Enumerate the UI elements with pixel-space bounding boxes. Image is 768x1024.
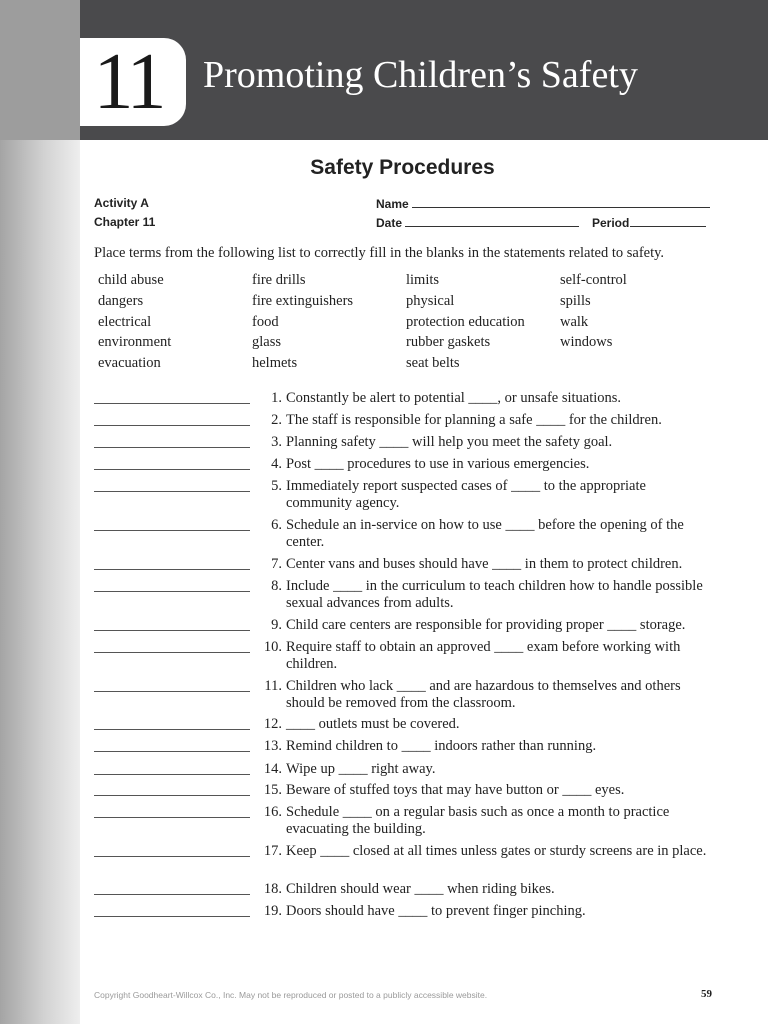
question-text: Children should wear ____ when riding bikes.: [286, 881, 555, 897]
question-number: 2.: [271, 412, 282, 428]
question-number: 12.: [263, 716, 282, 732]
left-margin-bar: [0, 0, 80, 1024]
question-text: Schedule ____ on a regular basis such as once a month to practice evacuating the building.: [286, 804, 670, 837]
term-item: glass: [252, 334, 281, 351]
term-item: helmets: [252, 355, 298, 372]
answer-blank[interactable]: [94, 556, 250, 570]
question-text: Require staff to obtain an approved ____ exam before working with children.: [286, 639, 681, 672]
term-item: fire extinguishers: [252, 292, 354, 309]
instructions: Place terms from the following list to correctly fill in the blanks in the statements related to safety.: [94, 245, 665, 261]
question-number: 7.: [271, 556, 282, 572]
answer-blank[interactable]: [94, 738, 250, 752]
answer-blank[interactable]: [94, 639, 250, 653]
question-number: 8.: [271, 578, 282, 594]
question-text: Include ____ in the curriculum to teach children how to handle possible sexual advances from adults.: [286, 578, 703, 611]
question-text: The staff is responsible for planning a safe ____ for the children.: [286, 412, 662, 428]
period-label: Period: [592, 216, 630, 230]
term-item: dangers: [98, 292, 144, 309]
question-number: 14.: [263, 761, 282, 777]
answer-blank[interactable]: [94, 903, 250, 917]
question-text: Child care centers are responsible for providing proper ____ storage.: [286, 617, 686, 633]
name-label: Name: [376, 197, 409, 211]
answer-blank[interactable]: [94, 804, 250, 818]
chapter-label: Chapter 11: [94, 215, 156, 229]
term-item: spills: [560, 292, 591, 309]
question-text: Wipe up ____ right away.: [286, 761, 436, 777]
name-field[interactable]: [376, 196, 710, 211]
answer-blank[interactable]: [94, 761, 250, 775]
answer-blank[interactable]: [94, 617, 250, 631]
term-item: windows: [560, 334, 613, 351]
term-item: food: [252, 313, 279, 330]
term-list: [98, 272, 718, 376]
activity-title: Safety Procedures: [310, 156, 495, 179]
answer-blank[interactable]: [94, 517, 250, 531]
term-item: child abuse: [98, 272, 164, 288]
question-text: Doors should have ____ to prevent finger pinching.: [286, 903, 586, 919]
date-label: Date: [376, 216, 403, 230]
answer-blank[interactable]: [94, 716, 250, 730]
answer-blank[interactable]: [94, 678, 250, 692]
answer-blank[interactable]: [94, 578, 250, 592]
question-number: 17.: [263, 843, 282, 859]
answer-blank[interactable]: [94, 412, 250, 426]
question-number: 1.: [271, 390, 282, 406]
question-number: 16.: [263, 804, 282, 820]
term-item: physical: [406, 292, 455, 309]
question-text: Center vans and buses should have ____ in them to protect children.: [286, 556, 683, 572]
term-item: protection education: [406, 313, 525, 330]
question-number: 18.: [263, 881, 282, 897]
answer-blank[interactable]: [94, 434, 250, 448]
question-number: 6.: [271, 517, 282, 533]
chapter-number-box: [80, 38, 186, 126]
question-text: Keep ____ closed at all times unless gates or sturdy screens are in place.: [286, 843, 707, 859]
term-item: seat belts: [406, 355, 460, 372]
question-number: 13.: [263, 738, 282, 754]
question-number: 3.: [271, 434, 282, 450]
question-text: ____ outlets must be covered.: [286, 716, 460, 732]
term-item: rubber gaskets: [406, 334, 491, 351]
question-text: Children who lack ____ and are hazardous to themselves and others should be removed from the classroom.: [286, 678, 681, 711]
question-text: Post ____ procedures to use in various emergencies.: [286, 456, 590, 472]
term-item: environment: [98, 334, 172, 351]
term-item: limits: [406, 272, 440, 288]
question-number: 4.: [271, 456, 282, 472]
question-number: 9.: [271, 617, 282, 633]
question-text: Planning safety ____ will help you meet the safety goal.: [286, 434, 613, 450]
question-text: Remind children to ____ indoors rather than running.: [286, 738, 597, 754]
term-item: fire drills: [252, 272, 306, 288]
copyright-notice: Copyright Goodheart-Willcox Co., Inc. May not be reproduced or posted to a publicly accessible website.: [94, 990, 488, 1000]
question-number: 19.: [263, 903, 282, 919]
answer-blank[interactable]: [94, 881, 250, 895]
answer-blank[interactable]: [94, 782, 250, 796]
question-text: Beware of stuffed toys that may have button or ____ eyes.: [286, 782, 625, 798]
date-line[interactable]: [405, 215, 579, 227]
question-number: 11.: [264, 678, 282, 694]
chapter-number: 11: [93, 38, 163, 126]
name-line[interactable]: [412, 196, 710, 208]
page-number: 59: [701, 988, 712, 1000]
term-item: self-control: [560, 272, 627, 288]
answer-blank[interactable]: [94, 478, 250, 492]
activity-label: Activity A: [94, 196, 149, 210]
term-item: evacuation: [98, 355, 161, 372]
term-item: electrical: [98, 313, 152, 330]
term-item: walk: [560, 313, 589, 330]
chapter-title: Promoting Children’s Safety: [203, 54, 638, 96]
question-number: 10.: [263, 639, 282, 655]
date-field[interactable]: [376, 215, 579, 230]
question-text: Immediately report suspected cases of ____ to the appropriate community agency.: [286, 478, 646, 511]
left-margin-bar-top: [0, 0, 80, 140]
answer-blank[interactable]: [94, 456, 250, 470]
answer-blank[interactable]: [94, 843, 250, 857]
question-number: 5.: [271, 478, 282, 494]
period-line[interactable]: [630, 215, 706, 227]
question-number: 15.: [263, 782, 282, 798]
question-text: Constantly be alert to potential ____, or unsafe situations.: [286, 390, 622, 406]
period-field[interactable]: [592, 215, 706, 230]
question-text: Schedule an in-service on how to use ____ before the opening of the center.: [286, 517, 684, 550]
answer-blank[interactable]: [94, 390, 250, 404]
